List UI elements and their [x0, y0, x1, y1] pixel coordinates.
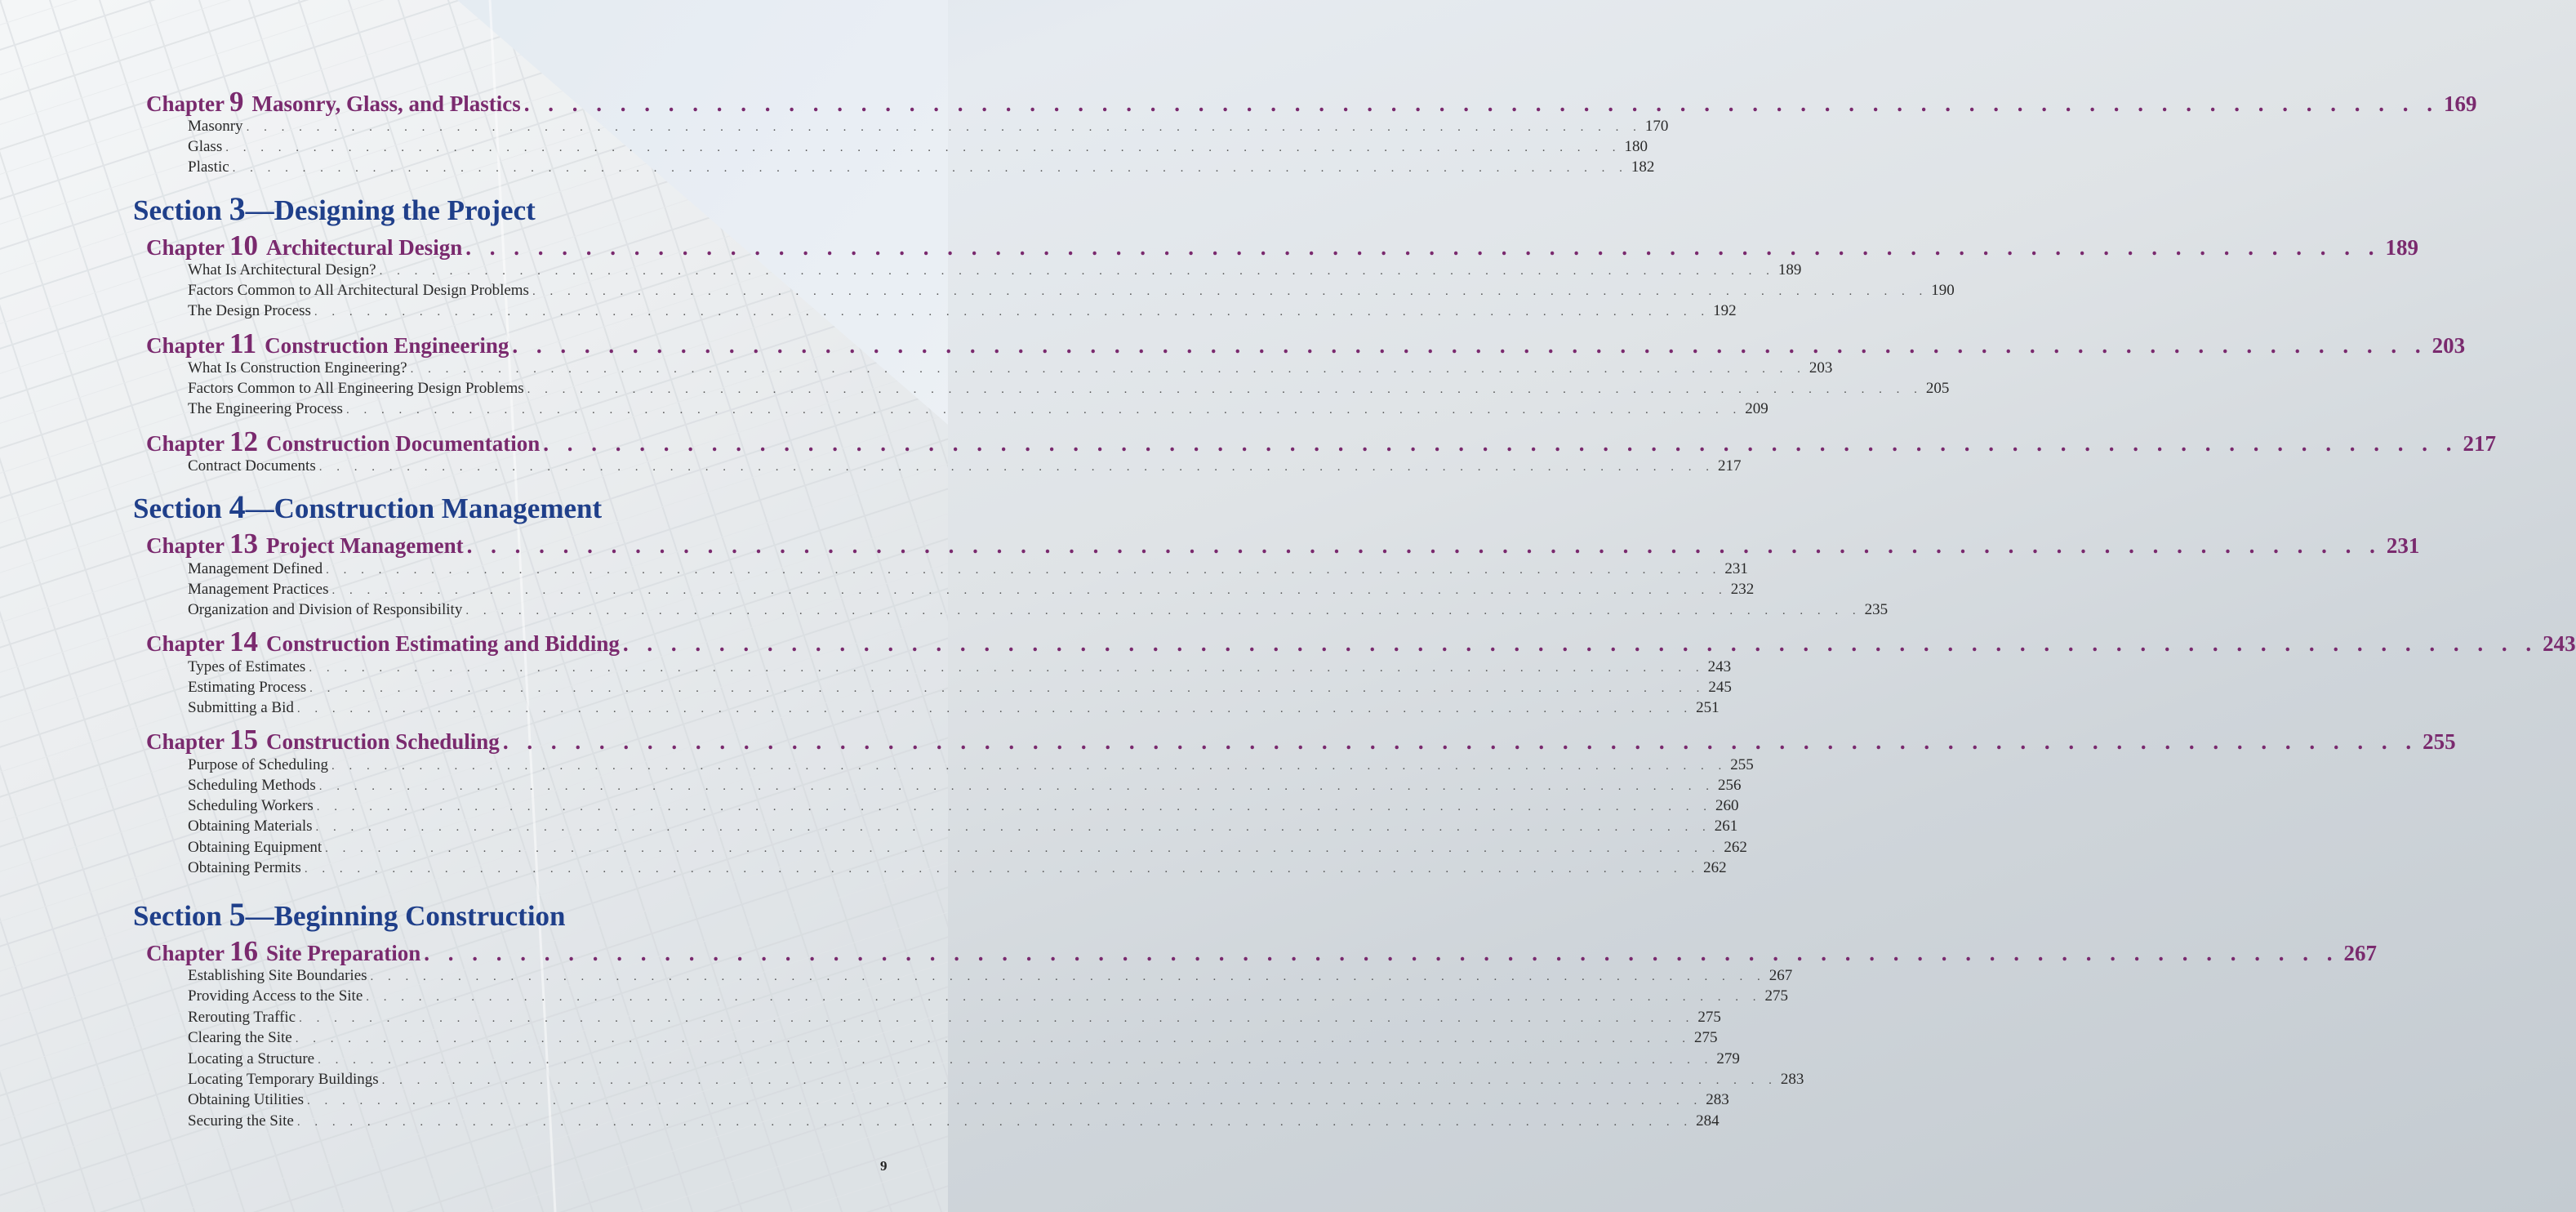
toc-entry[interactable] — [188, 1009, 1721, 1028]
entry-page: 190 — [1931, 282, 1955, 299]
entry-title: Organization and Division of Responsibility — [188, 601, 463, 618]
entry-page: 260 — [1715, 797, 1739, 814]
entry-page: 284 — [1696, 1112, 1720, 1130]
section-title: —Designing the Project — [245, 194, 536, 226]
toc-entry[interactable] — [188, 818, 1738, 837]
entry-page: 203 — [1809, 359, 1833, 377]
chapter-title: Construction Documentation — [266, 431, 541, 456]
dot-leader: . . . . . . . . . . . . . . . . . . . . . . . . . . . . . . . . . . . . . . . . . . . . . . . . . . . . . . . . . . . . . . . . . . . . . . . . . . . . . . . . — [314, 305, 1711, 319]
chapter-title: Construction Scheduling — [266, 729, 500, 754]
toc-entry[interactable] — [188, 859, 1727, 879]
entry-title: Obtaining Permits — [188, 859, 301, 876]
section-4-heading[interactable] — [133, 488, 602, 526]
dot-leader: . . . . . . . . . . . . . . . . . . . . . . . . . . . . . . . . . . . . . . . . . . . . . . . . . . . . . . . . . . . . . . . . . . . . . . . . . . . . . . . . — [523, 91, 2440, 116]
chapter-number: 10 — [229, 229, 258, 261]
dot-leader: . . . . . . . . . . . . . . . . . . . . . . . . . . . . . . . . . . . . . . . . . . . . . . . . . . . . . . . . . . . . . . . . . . . . . . . . . . . . . . . . — [309, 682, 1706, 695]
chapter-12-heading[interactable] — [146, 426, 2496, 458]
chapter-word: Chapter — [146, 729, 225, 754]
chapter-word: Chapter — [146, 235, 225, 260]
dot-leader: . . . . . . . . . . . . . . . . . . . . . . . . . . . . . . . . . . . . . . . . . . . . . . . . . . . . . . . . . . . . . . . . . . . . . . . . . . . . . . . . — [465, 604, 1862, 617]
dot-leader: . . . . . . . . . . . . . . . . . . . . . . . . . . . . . . . . . . . . . . . . . . . . . . . . . . . . . . . . . . . . . . . . . . . . . . . . . . . . . . . . — [345, 403, 1742, 417]
entry-page: 209 — [1745, 400, 1768, 417]
chapter-page: 203 — [2431, 333, 2466, 358]
chapter-title: Construction Engineering — [265, 333, 509, 358]
entry-page: 267 — [1768, 967, 1793, 984]
dot-leader: . . . . . . . . . . . . . . . . . . . . . . . . . . . . . . . . . . . . . . . . . . . . . . . . . . . . . . . . . . . . . . . . . . . . . . . . . . . . . . . . — [232, 162, 1628, 175]
entry-title: Obtaining Equipment — [188, 839, 323, 856]
dot-leader: . . . . . . . . . . . . . . . . . . . . . . . . . . . . . . . . . . . . . . . . . . . . . . . . . . . . . . . . . . . . . . . . . . . . . . . . . . . . . . . . — [299, 1012, 1695, 1025]
chapter-word: Chapter — [146, 333, 225, 358]
toc-entry[interactable] — [188, 658, 1732, 678]
entry-title: Locating Temporary Buildings — [188, 1071, 379, 1088]
entry-title: Securing the Site — [188, 1112, 294, 1130]
entry-title: Types of Estimates — [188, 658, 306, 675]
dot-leader: . . . . . . . . . . . . . . . . . . . . . . . . . . . . . . . . . . . . . . . . . . . . . . . . . . . . . . . . . . . . . . . . . . . . . . . . . . . . . . . . — [306, 1094, 1703, 1107]
toc-entry[interactable] — [188, 581, 1755, 600]
toc-entry[interactable] — [188, 380, 1950, 399]
dot-leader: . . . . . . . . . . . . . . . . . . . . . . . . . . . . . . . . . . . . . . . . . . . . . . . . . . . . . . . . . . . . . . . . . . . . . . . . . . . . . . . . — [318, 1054, 1714, 1067]
toc-entry[interactable] — [188, 138, 1648, 158]
entry-page: 251 — [1696, 699, 1720, 716]
toc-entry[interactable] — [188, 118, 1669, 137]
entry-title: Factors Common to All Architectural Design Problems — [188, 282, 529, 299]
entry-page: 283 — [1706, 1091, 1729, 1108]
dot-leader: . . . . . . . . . . . . . . . . . . . . . . . . . . . . . . . . . . . . . . . . . . . . . . . . . . . . . . . . . . . . . . . . . . . . . . . . . . . . . . . . — [304, 862, 1701, 876]
dot-leader: . . . . . . . . . . . . . . . . . . . . . . . . . . . . . . . . . . . . . . . . . . . . . . . . . . . . . . . . . . . . . . . . . . . . . . . . . . . . . . . . — [502, 729, 2418, 754]
entry-title: Purpose of Scheduling — [188, 756, 329, 773]
entry-title: Locating a Structure — [188, 1050, 315, 1067]
toc-entry[interactable] — [188, 302, 1737, 322]
toc-entry[interactable] — [188, 560, 1748, 580]
toc-entry[interactable] — [188, 797, 1739, 817]
entry-title: Management Practices — [188, 581, 329, 598]
toc-entry[interactable] — [188, 1112, 1720, 1132]
toc-entry[interactable] — [188, 1050, 1740, 1070]
section-number: 5 — [229, 896, 246, 933]
chapter-14-heading[interactable] — [146, 626, 2576, 658]
dot-leader: . . . . . . . . . . . . . . . . . . . . . . . . . . . . . . . . . . . . . . . . . . . . . . . . . . . . . . . . . . . . . . . . . . . . . . . . . . . . . . . . — [424, 941, 2339, 965]
toc-entry[interactable] — [188, 261, 1802, 281]
dot-leader: . . . . . . . . . . . . . . . . . . . . . . . . . . . . . . . . . . . . . . . . . . . . . . . . . . . . . . . . . . . . . . . . . . . . . . . . . . . . . . . . — [296, 702, 1693, 715]
entry-title: Obtaining Utilities — [188, 1091, 304, 1108]
entry-title: Contract Documents — [188, 457, 316, 475]
section-title: —Beginning Construction — [245, 900, 566, 932]
dot-leader: . . . . . . . . . . . . . . . . . . . . . . . . . . . . . . . . . . . . . . . . . . . . . . . . . . . . . . . . . . . . . . . . . . . . . . . . . . . . . . . . — [366, 991, 1762, 1004]
entry-page: 256 — [1718, 777, 1742, 794]
dot-leader: . . . . . . . . . . . . . . . . . . . . . . . . . . . . . . . . . . . . . . . . . . . . . . . . . . . . . . . . . . . . . . . . . . . . . . . . . . . . . . . . — [543, 431, 2458, 456]
dot-leader: . . . . . . . . . . . . . . . . . . . . . . . . . . . . . . . . . . . . . . . . . . . . . . . . . . . . . . . . . . . . . . . . . . . . . . . . . . . . . . . . — [315, 821, 1711, 834]
section-title: —Construction Management — [245, 492, 603, 524]
chapter-title: Project Management — [266, 533, 464, 558]
entry-title: Submitting a Bid — [188, 699, 294, 716]
chapter-number: 14 — [229, 626, 258, 657]
entry-page: 283 — [1780, 1071, 1804, 1088]
toc-entry[interactable] — [188, 699, 1720, 719]
dot-leader: . . . . . . . . . . . . . . . . . . . . . . . . . . . . . . . . . . . . . . . . . . . . . . . . . . . . . . . . . . . . . . . . . . . . . . . . . . . . . . . . — [466, 533, 2382, 558]
entry-page: 275 — [1697, 1009, 1721, 1026]
entry-page: 235 — [1864, 601, 1889, 618]
chapter-number: 12 — [229, 426, 258, 457]
entry-page: 275 — [1764, 987, 1789, 1005]
dot-leader: . . . . . . . . . . . . . . . . . . . . . . . . . . . . . . . . . . . . . . . . . . . . . . . . . . . . . . . . . . . . . . . . . . . . . . . . . . . . . . . . — [532, 285, 1929, 298]
dot-leader: . . . . . . . . . . . . . . . . . . . . . . . . . . . . . . . . . . . . . . . . . . . . . . . . . . . . . . . . . . . . . . . . . . . . . . . . . . . . . . . . — [246, 121, 1642, 134]
chapter-9-heading[interactable] — [146, 86, 2477, 118]
entry-title: Estimating Process — [188, 679, 307, 696]
entry-title: Management Defined — [188, 560, 323, 577]
dot-leader: . . . . . . . . . . . . . . . . . . . . . . . . . . . . . . . . . . . . . . . . . . . . . . . . . . . . . . . . . . . . . . . . . . . . . . . . . . . . . . . . — [465, 235, 2381, 260]
chapter-page: 267 — [2343, 941, 2377, 965]
chapter-word: Chapter — [146, 631, 225, 656]
chapter-16-heading[interactable] — [146, 935, 2377, 968]
chapter-page: 169 — [2444, 91, 2477, 116]
section-word: Section — [133, 900, 222, 932]
dot-leader: . . . . . . . . . . . . . . . . . . . . . . . . . . . . . . . . . . . . . . . . . . . . . . . . . . . . . . . . . . . . . . . . . . . . . . . . . . . . . . . . — [410, 363, 1806, 376]
chapter-15-heading[interactable] — [146, 724, 2456, 756]
chapter-number: 13 — [229, 528, 258, 559]
dot-leader: . . . . . . . . . . . . . . . . . . . . . . . . . . . . . . . . . . . . . . . . . . . . . . . . . . . . . . . . . . . . . . . . . . . . . . . . . . . . . . . . — [309, 662, 1705, 675]
dot-leader: . . . . . . . . . . . . . . . . . . . . . . . . . . . . . . . . . . . . . . . . . . . . . . . . . . . . . . . . . . . . . . . . . . . . . . . . . . . . . . . . — [316, 800, 1713, 813]
dot-leader: . . . . . . . . . . . . . . . . . . . . . . . . . . . . . . . . . . . . . . . . . . . . . . . . . . . . . . . . . . . . . . . . . . . . . . . . . . . . . . . . — [318, 780, 1715, 793]
dot-leader: . . . . . . . . . . . . . . . . . . . . . . . . . . . . . . . . . . . . . . . . . . . . . . . . . . . . . . . . . . . . . . . . . . . . . . . . . . . . . . . . — [512, 333, 2427, 358]
section-3-heading[interactable] — [133, 189, 536, 228]
chapter-number: 15 — [229, 724, 258, 755]
chapter-page: 189 — [2385, 235, 2418, 260]
entry-title: Obtaining Materials — [188, 818, 313, 835]
entry-title: Glass — [188, 138, 223, 155]
entry-title: Clearing the Site — [188, 1029, 292, 1046]
entry-title: Scheduling Methods — [188, 777, 316, 794]
entry-title: Masonry — [188, 118, 243, 135]
entry-page: 262 — [1724, 839, 1747, 856]
toc-entry[interactable] — [188, 839, 1747, 858]
entry-title: What Is Architectural Design? — [188, 261, 376, 278]
entry-title: Plastic — [188, 158, 229, 176]
entry-title: What Is Construction Engineering? — [188, 359, 407, 377]
entry-page: 279 — [1716, 1050, 1740, 1067]
chapter-13-heading[interactable] — [146, 528, 2420, 560]
chapter-page: 255 — [2423, 729, 2456, 754]
chapter-number: 16 — [229, 935, 258, 967]
dot-leader: . . . . . . . . . . . . . . . . . . . . . . . . . . . . . . . . . . . . . . . . . . . . . . . . . . . . . . . . . . . . . . . . . . . . . . . . . . . . . . . . — [370, 970, 1766, 983]
chapter-word: Chapter — [146, 431, 225, 456]
chapter-word: Chapter — [146, 533, 225, 558]
chapter-page: 243 — [2543, 631, 2576, 656]
page-number: 9 — [880, 1158, 888, 1174]
chapter-number: 9 — [229, 86, 244, 118]
chapter-title: Construction Estimating and Bidding — [266, 631, 620, 656]
entry-page: 232 — [1730, 581, 1755, 598]
toc-entry[interactable] — [188, 679, 1732, 698]
chapter-title: Site Preparation — [266, 941, 421, 965]
entry-page: 180 — [1624, 138, 1648, 155]
chapter-title: Architectural Design — [266, 235, 463, 260]
dot-leader: . . . . . . . . . . . . . . . . . . . . . . . . . . . . . . . . . . . . . . . . . . . . . . . . . . . . . . . . . . . . . . . . . . . . . . . . . . . . . . . . — [381, 1074, 1777, 1087]
entry-title: The Engineering Process — [188, 400, 343, 417]
toc-entry[interactable] — [188, 400, 1768, 420]
toc-entry[interactable] — [188, 1091, 1729, 1111]
section-word: Section — [133, 492, 222, 524]
dot-leader: . . . . . . . . . . . . . . . . . . . . . . . . . . . . . . . . . . . . . . . . . . . . . . . . . . . . . . . . . . . . . . . . . . . . . . . . . . . . . . . . — [622, 631, 2538, 656]
dot-leader: . . . . . . . . . . . . . . . . . . . . . . . . . . . . . . . . . . . . . . . . . . . . . . . . . . . . . . . . . . . . . . . . . . . . . . . . . . . . . . . . — [295, 1032, 1691, 1045]
chapter-page: 231 — [2386, 533, 2420, 558]
toc-entry[interactable] — [188, 359, 1833, 379]
toc-entry[interactable] — [188, 756, 1754, 776]
toc-entry[interactable] — [188, 777, 1742, 796]
dot-leader: . . . . . . . . . . . . . . . . . . . . . . . . . . . . . . . . . . . . . . . . . . . . . . . . . . . . . . . . . . . . . . . . . . . . . . . . . . . . . . . . — [296, 1116, 1693, 1129]
entry-title: The Design Process — [188, 302, 311, 319]
dot-leader: . . . . . . . . . . . . . . . . . . . . . . . . . . . . . . . . . . . . . . . . . . . . . . . . . . . . . . . . . . . . . . . . . . . . . . . . . . . . . . . . — [325, 842, 1721, 855]
chapter-word: Chapter — [146, 941, 225, 965]
dot-leader: . . . . . . . . . . . . . . . . . . . . . . . . . . . . . . . . . . . . . . . . . . . . . . . . . . . . . . . . . . . . . . . . . . . . . . . . . . . . . . . . — [527, 383, 1923, 396]
entry-page: 245 — [1708, 679, 1732, 696]
entry-page: 170 — [1644, 118, 1669, 135]
entry-page: 217 — [1717, 457, 1742, 475]
dot-leader: . . . . . . . . . . . . . . . . . . . . . . . . . . . . . . . . . . . . . . . . . . . . . . . . . . . . . . . . . . . . . . . . . . . . . . . . . . . . . . . . — [331, 584, 1728, 597]
toc-entry[interactable] — [188, 1071, 1804, 1090]
entry-page: 243 — [1707, 658, 1732, 675]
entry-title: Providing Access to the Site — [188, 987, 363, 1005]
section-number: 4 — [229, 488, 246, 525]
dot-leader: . . . . . . . . . . . . . . . . . . . . . . . . . . . . . . . . . . . . . . . . . . . . . . . . . . . . . . . . . . . . . . . . . . . . . . . . . . . . . . . . — [225, 141, 1622, 154]
toc-entry[interactable] — [188, 1029, 1718, 1049]
dot-leader: . . . . . . . . . . . . . . . . . . . . . . . . . . . . . . . . . . . . . . . . . . . . . . . . . . . . . . . . . . . . . . . . . . . . . . . . . . . . . . . . — [379, 265, 1775, 278]
toc-entry[interactable] — [188, 967, 1793, 987]
dot-leader: . . . . . . . . . . . . . . . . . . . . . . . . . . . . . . . . . . . . . . . . . . . . . . . . . . . . . . . . . . . . . . . . . . . . . . . . . . . . . . . . — [331, 760, 1728, 773]
entry-title: Scheduling Workers — [188, 797, 314, 814]
entry-page: 255 — [1730, 756, 1754, 773]
entry-title: Establishing Site Boundaries — [188, 967, 367, 984]
section-5-heading[interactable] — [133, 895, 566, 934]
entry-page: 231 — [1724, 560, 1748, 577]
chapter-title: Masonry, Glass, and Plastics — [251, 91, 521, 116]
chapter-page: 217 — [2463, 431, 2496, 456]
chapter-word: Chapter — [146, 91, 225, 116]
chapter-11-heading[interactable] — [146, 328, 2466, 360]
entry-page: 262 — [1703, 859, 1727, 876]
chapter-10-heading[interactable] — [146, 229, 2418, 262]
toc-entry[interactable] — [188, 987, 1789, 1007]
entry-title: Factors Common to All Engineering Design Problems — [188, 380, 524, 397]
entry-title: Rerouting Traffic — [188, 1009, 296, 1026]
entry-page: 275 — [1693, 1029, 1718, 1046]
entry-page: 192 — [1713, 302, 1737, 319]
toc-entry[interactable] — [188, 601, 1889, 621]
toc-entry[interactable] — [188, 457, 1742, 477]
toc-entry[interactable] — [188, 158, 1655, 178]
dot-leader: . . . . . . . . . . . . . . . . . . . . . . . . . . . . . . . . . . . . . . . . . . . . . . . . . . . . . . . . . . . . . . . . . . . . . . . . . . . . . . . . — [318, 461, 1715, 474]
section-number: 3 — [229, 190, 246, 227]
chapter-number: 11 — [229, 328, 257, 359]
toc-entry[interactable] — [188, 282, 1955, 301]
entry-page: 205 — [1925, 380, 1950, 397]
entry-page: 182 — [1631, 158, 1655, 176]
entry-page: 189 — [1777, 261, 1802, 278]
section-word: Section — [133, 194, 222, 226]
entry-page: 261 — [1714, 818, 1738, 835]
dot-leader: . . . . . . . . . . . . . . . . . . . . . . . . . . . . . . . . . . . . . . . . . . . . . . . . . . . . . . . . . . . . . . . . . . . . . . . . . . . . . . . . — [326, 564, 1722, 577]
